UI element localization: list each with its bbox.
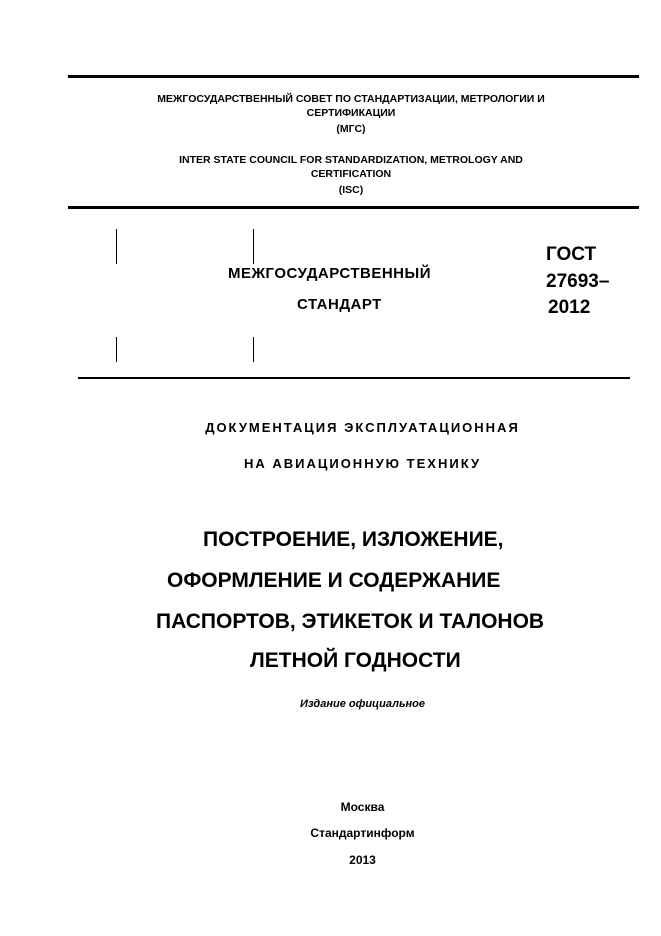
gost-designation-line3: 2012 bbox=[548, 297, 591, 318]
title-line2: ОФОРМЛЕНИЕ И СОДЕРЖАНИЕ bbox=[167, 569, 501, 592]
topic-line1: ДОКУМЕНТАЦИЯ ЭКСПЛУАТАЦИОННАЯ bbox=[205, 420, 520, 435]
imprint-year: 2013 bbox=[349, 853, 376, 867]
title-line1: ПОСТРОЕНИЕ, ИЗЛОЖЕНИЕ, bbox=[203, 528, 504, 551]
vertical-mark-bottom-left bbox=[116, 337, 117, 362]
vertical-mark-top-right bbox=[253, 229, 254, 264]
council-ru-line2: СЕРТИФИКАЦИИ bbox=[306, 107, 396, 119]
edition-note: Издание официальное bbox=[300, 698, 425, 710]
council-en-line1: INTER STATE COUNCIL FOR STANDARDIZATION, METROLOGY AND bbox=[179, 154, 523, 166]
council-header bbox=[68, 93, 658, 203]
topic-line2: НА АВИАЦИОННУЮ ТЕХНИКУ bbox=[243, 456, 482, 471]
imprint-city: Москва bbox=[340, 800, 385, 814]
gost-designation-line2: 27693– bbox=[546, 271, 610, 292]
title-line4: ЛЕТНОЙ ГОДНОСТИ bbox=[250, 649, 461, 672]
council-rule bbox=[68, 206, 639, 209]
council-ru-abbr: (МГС) bbox=[336, 123, 366, 135]
gost-designation-line1: ГОСТ bbox=[546, 244, 597, 265]
vertical-mark-bottom-right bbox=[253, 337, 254, 362]
council-ru-line1: МЕЖГОСУДАРСТВЕННЫЙ СОВЕТ ПО СТАНДАРТИЗАЦИИ, МЕТРОЛОГИИ И bbox=[157, 93, 545, 105]
top-rule bbox=[68, 75, 639, 78]
title-line3: ПАСПОРТОВ, ЭТИКЕТОК И ТАЛОНОВ bbox=[156, 610, 545, 633]
standard-label-line1: МЕЖГОСУДАРСТВЕННЫЙ bbox=[228, 265, 431, 282]
standard-label-line2: СТАНДАРТ bbox=[297, 296, 382, 313]
imprint-publisher: Стандартинформ bbox=[310, 826, 415, 840]
council-en-line2: CERTIFICATION bbox=[310, 168, 392, 180]
vertical-mark-top-left bbox=[116, 229, 117, 264]
standard-rule bbox=[78, 377, 630, 379]
council-en-abbr: (ISC) bbox=[338, 184, 364, 196]
